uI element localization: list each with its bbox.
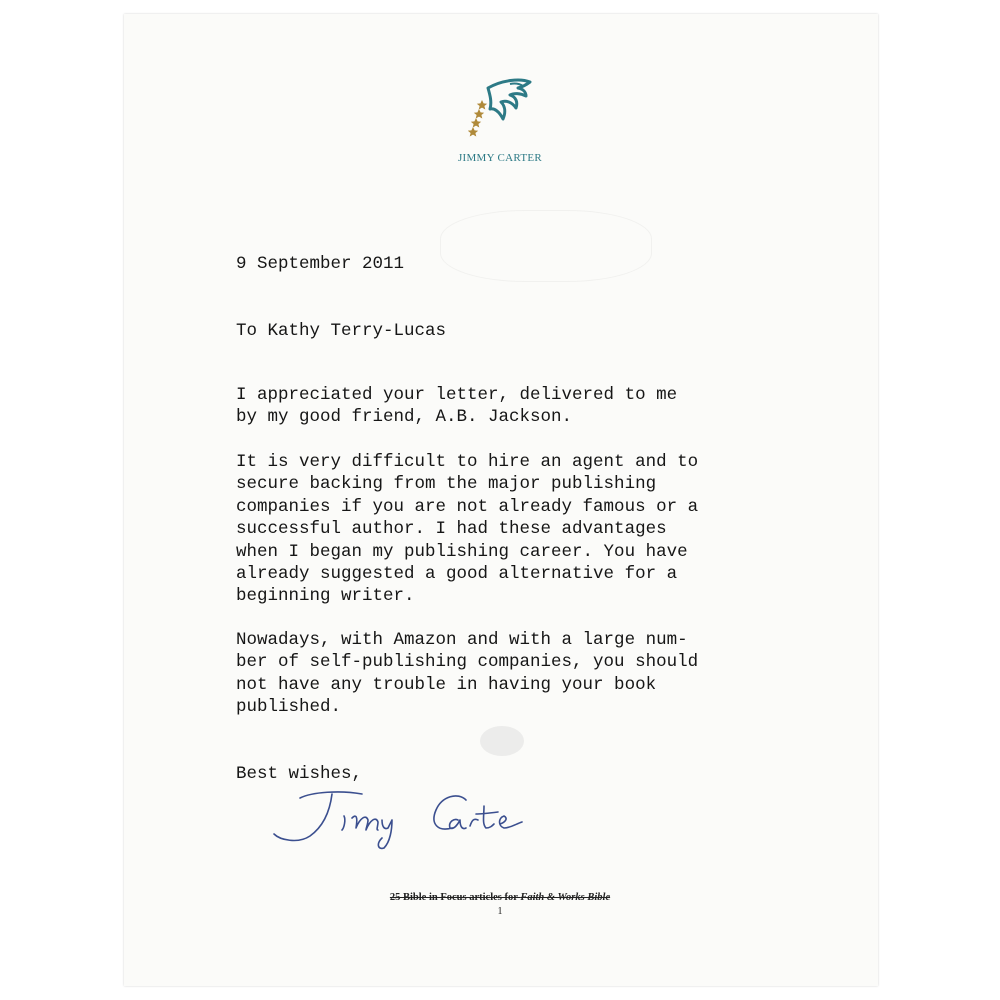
paper-smudge — [480, 726, 524, 756]
eagle-logo-icon — [468, 72, 536, 138]
footer-note-title: Faith & Works Bible — [520, 892, 611, 903]
footer-note — [0, 892, 1000, 903]
paragraph-3: Nowadays, with Amazon and with a large num- ber of self-publishing companies, you should not have any trouble in having your book published. — [236, 630, 699, 718]
handwritten-signature — [270, 780, 570, 852]
letter-date: 9 September 2011 — [236, 254, 405, 274]
letter-recipient: To Kathy Terry-Lucas — [236, 321, 447, 341]
page-number: 1 — [497, 906, 503, 917]
letterhead-name: JIMMY CARTER — [457, 152, 543, 164]
letter-closing: Best wishes, — [236, 764, 363, 784]
paragraph-1: I appreciated your letter, delivered to me by my good friend, A.B. Jackson. — [236, 385, 678, 428]
paragraph-2: It is very difficult to hire an agent and to secure backing from the major publishing companies if you are not already famous or a successful author. I had these advantages when I began my publishing career. You have already suggested a good alternative for a beginning writer. — [236, 452, 699, 607]
footer-note-text: 25 Bible in Focus articles for — [389, 892, 521, 903]
